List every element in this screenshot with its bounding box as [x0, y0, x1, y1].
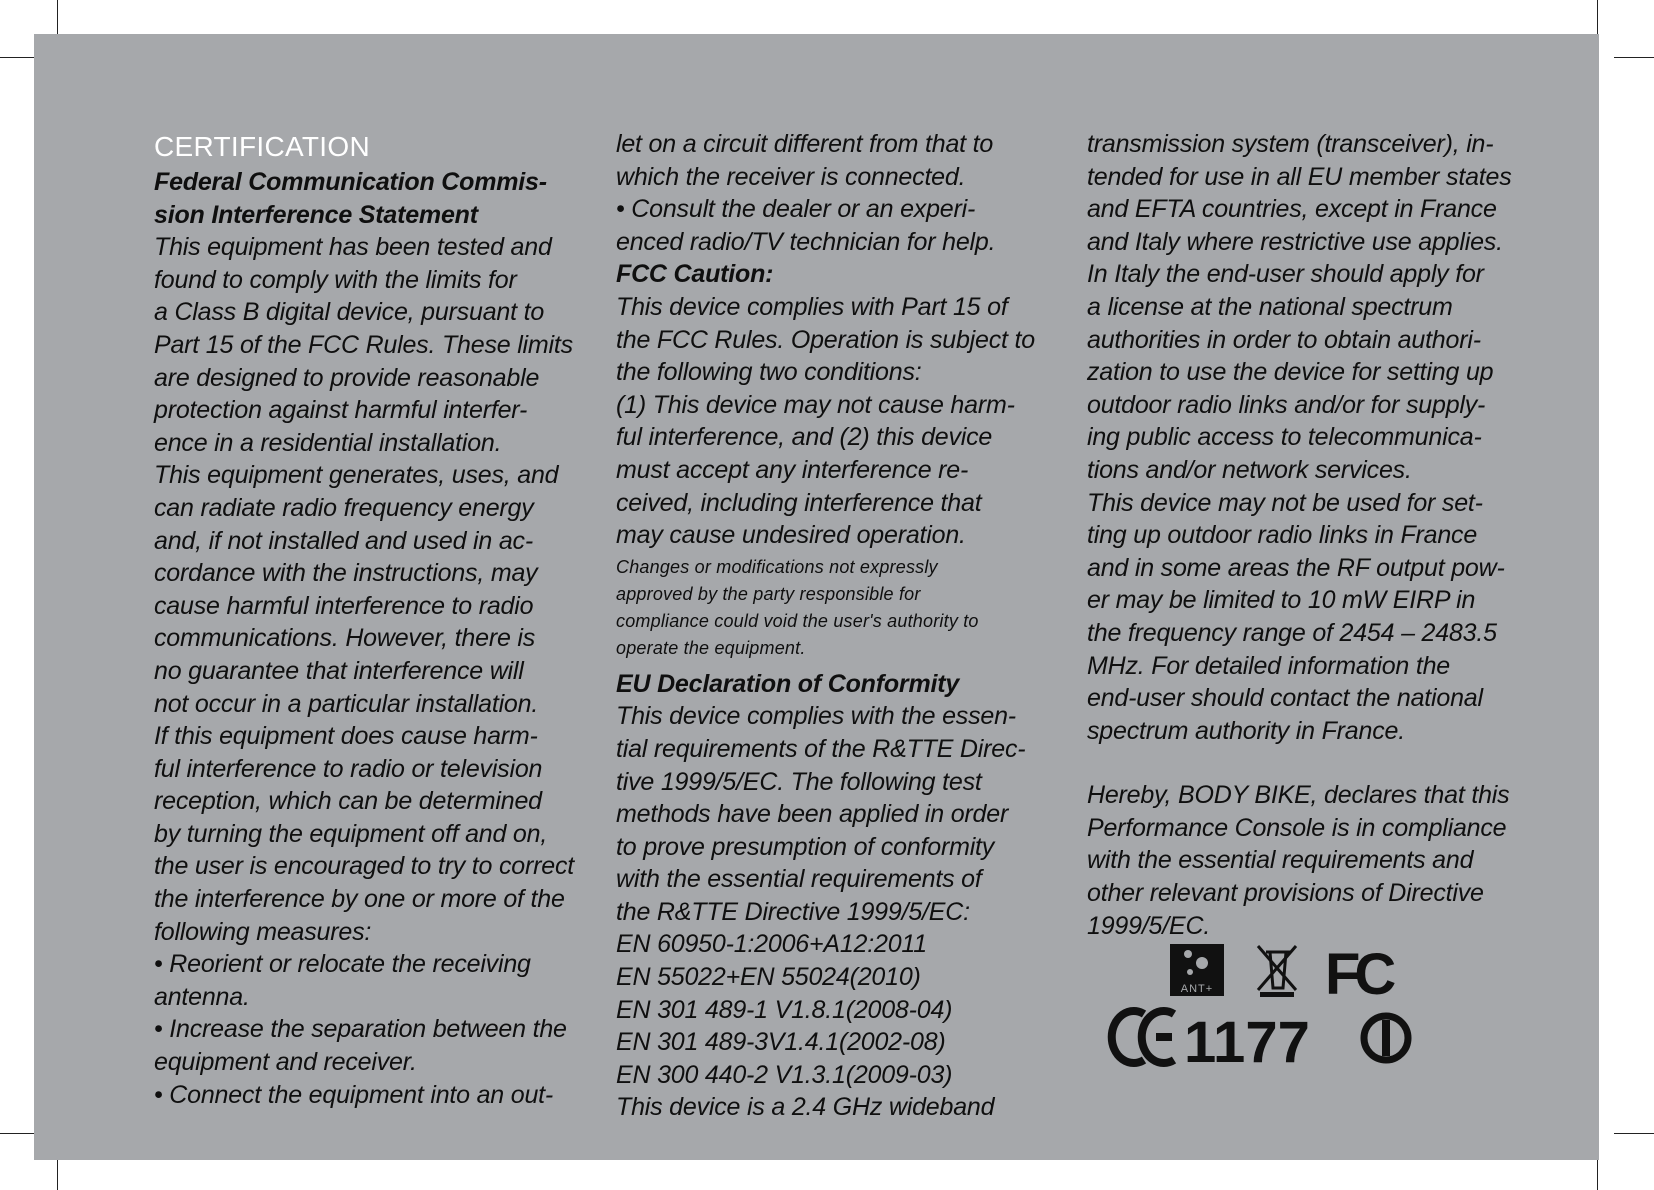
text-line: Changes or modifications not expressly — [616, 556, 938, 577]
eu-restrictions-text — [1087, 128, 1527, 747]
fcc-caution-body — [616, 291, 1086, 552]
text-line: are designed to provide reasonable — [154, 363, 540, 392]
text-line: equipment and receiver. — [154, 1048, 417, 1077]
ant-plus-logo — [1170, 944, 1224, 996]
certification-logos — [1100, 936, 1420, 1076]
text-line: the R&TTE Directive 1999/5/EC: — [616, 897, 970, 926]
text-line: zation to use the device for setting up — [1087, 358, 1494, 387]
text-line: ence in a residential installation. — [154, 428, 502, 457]
text-line: reception, which can be determined — [154, 787, 542, 816]
text-line: and in some areas the RF output pow- — [1087, 553, 1505, 582]
text-line: with the essential requirements of — [616, 865, 982, 894]
column-2 — [616, 128, 1086, 1124]
text-line: and Italy where restrictive use applies. — [1087, 227, 1503, 256]
text-line: transmission system (transceiver), in- — [1087, 130, 1494, 158]
text-line: the FCC Rules. Operation is subject to — [616, 325, 1035, 354]
text-line: communications. However, there is — [154, 624, 536, 653]
text-line: 1999/5/EC. — [1087, 911, 1211, 940]
text-line: other relevant provisions of Directive — [1087, 879, 1484, 908]
text-line: This device is a 2.4 GHz wideband — [616, 1093, 995, 1122]
eu-declaration-heading: EU Declaration of Conformity — [616, 669, 960, 698]
ce-notified-body-number: 1177 — [1184, 1010, 1310, 1075]
compliance-declaration — [1087, 779, 1527, 942]
text-line: • Increase the separation between the — [154, 1015, 567, 1044]
eu-declaration-body — [616, 700, 1086, 1124]
text-line: antenna. — [154, 982, 250, 1011]
text-line: cause harmful interference to radio — [154, 591, 534, 620]
text-line: This equipment has been tested and — [154, 233, 552, 262]
text-line: authorities in order to obtain authori- — [1087, 325, 1481, 354]
text-line: EN 300 440-2 V1.3.1(2009-03) — [616, 1060, 953, 1089]
text-line: Part 15 of the FCC Rules. These limits — [154, 330, 573, 359]
text-line: methods have been applied in order — [616, 800, 1009, 829]
text-line: end-user should contact the national — [1087, 684, 1483, 713]
text-line: er may be limited to 10 mW EIRP in — [1087, 586, 1476, 615]
ant-plus-label: ANT+ — [1180, 983, 1214, 995]
text-line: approved by the party responsible for — [616, 583, 921, 604]
text-line: tial requirements of the R&TTE Direc- — [616, 734, 1026, 763]
text-line: ful interference, and (2) this device — [616, 423, 993, 452]
text-line: If this equipment does cause harm- — [154, 722, 538, 751]
text-line: This equipment generates, uses, and — [154, 461, 559, 490]
spacer — [1087, 747, 1527, 779]
text-line: tended for use in all EU member states — [1087, 162, 1512, 191]
text-line: operate the equipment. — [616, 637, 806, 658]
text-line: protection against harmful interfer- — [154, 396, 528, 425]
ce-mark — [1112, 1011, 1174, 1063]
fcc-statement-body — [154, 231, 624, 1111]
text-line: This device may not be used for set- — [1087, 488, 1483, 517]
text-line: ting up outdoor radio links in France — [1087, 521, 1478, 550]
text-line: may cause undesired operation. — [616, 521, 966, 550]
text-line: Performance Console is in compliance — [1087, 813, 1507, 842]
text-line: and EFTA countries, except in France — [1087, 195, 1497, 224]
text-line: outdoor radio links and/or for supply- — [1087, 390, 1486, 419]
text-line: In Italy the end-user should apply for — [1087, 260, 1484, 289]
text-line: (1) This device may not cause harm- — [616, 390, 1015, 419]
text-line: EN 60950-1:2006+A12:2011 — [616, 930, 927, 959]
text-line: compliance could void the user's authority to — [616, 610, 979, 631]
text-line: ing public access to telecommunica- — [1087, 423, 1482, 452]
text-line: the following two conditions: — [616, 358, 922, 387]
column-3 — [1087, 128, 1527, 942]
text-line: with the essential requirements and — [1087, 846, 1474, 875]
text-line: the user is encouraged to try to correct — [154, 852, 574, 881]
text-line: MHz. For detailed information the — [1087, 651, 1451, 680]
text-line: to prove presumption of conformity — [616, 832, 995, 861]
text-line: which the receiver is connected. — [616, 162, 966, 191]
text-line: EN 55022+EN 55024(2010) — [616, 963, 921, 992]
text-line: by turning the equipment off and on, — [154, 819, 548, 848]
text-line: • Reorient or relocate the receiving — [154, 950, 531, 979]
alert-mark-icon — [1364, 1016, 1408, 1060]
fcc-logo — [1325, 942, 1395, 1007]
text-line: a license at the national spectrum — [1087, 292, 1453, 321]
text-line: EN 301 489-1 V1.8.1(2008-04) — [616, 995, 953, 1024]
modification-warning — [616, 554, 1086, 662]
text-line: This device complies with Part 15 of — [616, 292, 1008, 321]
text-line: ful interference to radio or television — [154, 754, 543, 783]
text-line: tive 1999/5/EC. The following test — [616, 767, 982, 796]
text-line: found to comply with the limits for — [154, 265, 517, 294]
text-line: enced radio/TV technician for help. — [616, 227, 996, 256]
text-line: Hereby, BODY BIKE, declares that this — [1087, 781, 1510, 810]
fcc-statement-heading: sion Interference Statement — [154, 200, 478, 229]
crop-mark — [1614, 1133, 1654, 1134]
text-line: not occur in a particular installation. — [154, 689, 539, 718]
text-line: ceived, including interference that — [616, 488, 982, 517]
weee-bin-icon — [1258, 946, 1296, 997]
text-line: EN 301 489-3V1.4.1(2002-08) — [616, 1028, 946, 1057]
fcc-statement-continued — [616, 128, 1086, 258]
fcc-statement-heading: Federal Communication Commis- — [154, 168, 547, 196]
text-line: no guarantee that interference will — [154, 656, 524, 685]
text-line: the frequency range of 2454 – 2483.5 — [1087, 618, 1497, 647]
section-title: CERTIFICATION — [154, 131, 370, 162]
text-line: following measures: — [154, 917, 372, 946]
text-line: tions and/or network services. — [1087, 455, 1412, 484]
text-line: can radiate radio frequency energy — [154, 493, 534, 522]
text-line: the interference by one or more of the — [154, 885, 565, 914]
column-1 — [154, 130, 624, 1111]
text-line: spectrum authority in France. — [1087, 716, 1405, 745]
text-line: cordance with the instructions, may — [154, 559, 538, 588]
text-line: must accept any interference re- — [616, 455, 969, 484]
text-line: • Connect the equipment into an out- — [154, 1080, 554, 1109]
crop-mark — [1614, 57, 1654, 58]
fcc-label: FC — [1325, 942, 1391, 1007]
text-line: let on a circuit different from that to — [616, 130, 994, 158]
text-line: a Class B digital device, pursuant to — [154, 298, 545, 327]
text-line: and, if not installed and used in ac- — [154, 526, 533, 555]
text-line: • Consult the dealer or an experi- — [616, 195, 976, 224]
fcc-caution-heading: FCC Caution: — [616, 260, 774, 289]
text-line: This device complies with the essen- — [616, 702, 1016, 731]
